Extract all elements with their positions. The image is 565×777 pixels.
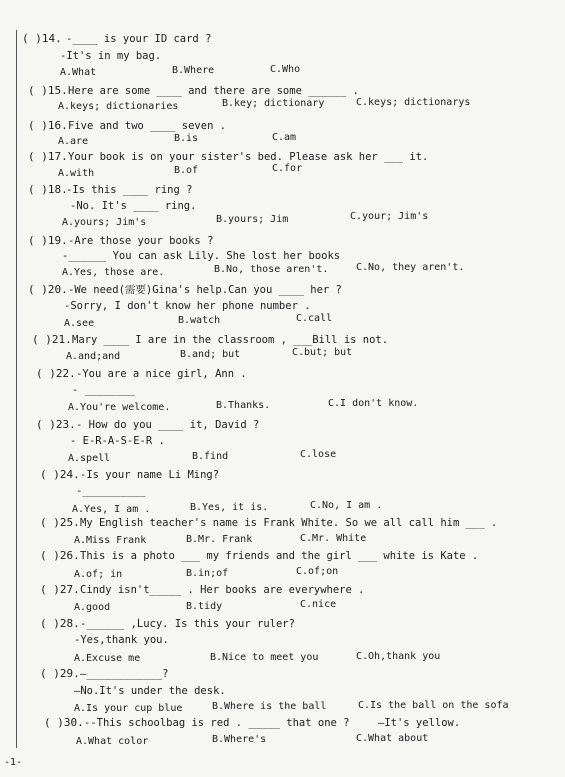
answer-paren[interactable]: ( )28. bbox=[40, 617, 80, 630]
option-b: B.Where bbox=[172, 65, 215, 76]
question-stem: My English teacher's name is Frank White. So we all call him ___ . bbox=[80, 517, 498, 529]
question-26 bbox=[0, 549, 565, 567]
option-b: B.of bbox=[174, 165, 199, 176]
option-a: A.Yes, those are. bbox=[62, 267, 165, 278]
dialogue-line: -Sorry, I don't know her phone number . bbox=[64, 300, 311, 312]
answer-paren[interactable]: ( )21. bbox=[32, 333, 72, 346]
option-b: B.Mr. Frank bbox=[186, 534, 253, 545]
answer-paren[interactable]: ( )17. bbox=[28, 150, 68, 163]
dialogue-line: - ________ bbox=[72, 384, 136, 396]
question-stem: This is a photo ___ my friends and the girl ___ white is Kate . bbox=[80, 550, 479, 562]
question-stem: -Is this ____ ring ? bbox=[66, 184, 193, 196]
binding-margin-line bbox=[16, 30, 17, 748]
option-b: B.yours; Jim bbox=[216, 214, 289, 225]
answer-paren[interactable]: ( )16. bbox=[28, 119, 68, 132]
answer-paren[interactable]: ( )30. bbox=[44, 716, 84, 729]
question-stem: Cindy isn't_____ . Her books are everywhere . bbox=[80, 584, 365, 596]
option-b: B.key; dictionary bbox=[222, 98, 325, 109]
answer-paren[interactable]: ( )25. bbox=[40, 516, 80, 529]
question-stem: - How do you ____ it, David ? bbox=[76, 419, 260, 431]
question-stem: —____________? bbox=[80, 668, 169, 680]
option-b: B.in;of bbox=[186, 568, 229, 579]
option-b: B.Where's bbox=[212, 734, 267, 745]
option-c: C.lose bbox=[300, 449, 337, 460]
option-a: A.are bbox=[58, 136, 89, 147]
question-stem: -______ ,Lucy. Is this your ruler? bbox=[80, 618, 295, 630]
option-c: C.call bbox=[296, 313, 333, 324]
answer-paren[interactable]: ( )24. bbox=[40, 468, 80, 481]
page-number: -1- bbox=[4, 757, 23, 768]
dialogue-line: -Yes,thank you. bbox=[74, 634, 169, 646]
question-27 bbox=[0, 583, 565, 601]
answer-paren[interactable]: ( )26. bbox=[40, 549, 80, 562]
question-14 bbox=[0, 32, 565, 50]
option-c: C.of;on bbox=[296, 566, 339, 577]
option-a: A.and;and bbox=[66, 351, 121, 362]
option-a: A.Excuse me bbox=[74, 653, 141, 664]
option-b: B.find bbox=[192, 451, 229, 462]
option-c: C.Is the ball on the sofa bbox=[358, 700, 509, 711]
option-a: A.yours; Jim's bbox=[62, 217, 147, 228]
question-stem: Here are some ____ and there are some ______ . bbox=[68, 85, 359, 97]
option-a: A.Yes, I am . bbox=[72, 504, 151, 515]
option-c: C.am bbox=[272, 132, 297, 143]
dialogue-line: -It's in my bag. bbox=[60, 50, 162, 62]
question-21 bbox=[0, 333, 565, 351]
question-stem: -You are a nice girl, Ann . bbox=[76, 368, 247, 380]
option-b: B.Where is the ball bbox=[212, 701, 327, 712]
answer-paren[interactable]: ( )15. bbox=[28, 84, 68, 97]
dialogue-line: -__________ bbox=[76, 485, 146, 497]
option-a: A.of; in bbox=[74, 569, 123, 580]
answer-paren[interactable]: ( )27. bbox=[40, 583, 80, 596]
option-b: B.Thanks. bbox=[216, 400, 271, 411]
option-a: A.Is your cup blue bbox=[74, 703, 183, 714]
option-c: C.No, they aren't. bbox=[356, 262, 465, 273]
option-b: B.watch bbox=[178, 315, 221, 326]
option-c: C.What about bbox=[356, 733, 429, 744]
option-c: C.your; Jim's bbox=[350, 211, 429, 222]
question-stem: Mary ____ I are in the classroom , ___Bill is not. bbox=[72, 334, 389, 346]
option-b: B.and; but bbox=[180, 349, 241, 360]
question-30 bbox=[0, 716, 565, 734]
question-stem: -Are those your books ? bbox=[68, 235, 214, 247]
dialogue-line: —It's yellow. bbox=[378, 717, 461, 729]
option-a: A.with bbox=[58, 168, 95, 179]
dialogue-line: —No.It's under the desk. bbox=[74, 685, 226, 697]
option-c: C.but; but bbox=[292, 347, 353, 358]
question-stem: --This schoolbag is red . _____ that one ? bbox=[84, 717, 350, 729]
question-stem: -____ is your ID card ? bbox=[66, 33, 212, 45]
option-b: B.Yes, it is. bbox=[190, 502, 269, 513]
option-c: C.nice bbox=[300, 599, 337, 610]
question-stem: -Is your name Li Ming? bbox=[80, 469, 220, 481]
option-c: C.Oh,thank you bbox=[356, 651, 441, 662]
option-c: C.for bbox=[272, 163, 303, 174]
option-a: A.What color bbox=[76, 736, 149, 747]
answer-paren[interactable]: ( )22. bbox=[36, 367, 76, 380]
answer-paren[interactable]: ( )20. bbox=[28, 283, 68, 296]
answer-paren[interactable]: ( )14. bbox=[22, 32, 62, 45]
answer-paren[interactable]: ( )29. bbox=[40, 667, 80, 680]
option-c: C.Mr. White bbox=[300, 533, 367, 544]
dialogue-line: -No. It's ____ ring. bbox=[70, 200, 197, 212]
question-stem: Five and two ____ seven . bbox=[68, 120, 227, 132]
option-b: B.tidy bbox=[186, 601, 223, 612]
option-a: A.Miss Frank bbox=[74, 535, 147, 546]
answer-paren[interactable]: ( )18. bbox=[28, 183, 68, 196]
question-stem: Your book is on your sister's bed. Please ask her ___ it. bbox=[68, 151, 429, 163]
option-b: B.No, those aren't. bbox=[214, 264, 329, 275]
option-a: A.You're welcome. bbox=[68, 402, 171, 413]
option-a: A.spell bbox=[68, 453, 111, 464]
question-29 bbox=[0, 667, 565, 685]
question-25 bbox=[0, 516, 565, 534]
option-a: A.keys; dictionaries bbox=[58, 101, 179, 112]
answer-paren[interactable]: ( )19. bbox=[28, 234, 68, 247]
dialogue-line: - E-R-A-S-E-R . bbox=[70, 435, 165, 447]
option-a: A.What bbox=[60, 67, 97, 78]
option-c: C.I don't know. bbox=[328, 398, 419, 409]
option-b: B.Nice to meet you bbox=[210, 652, 319, 663]
option-b: B.is bbox=[174, 133, 199, 144]
option-c: C.keys; dictionarys bbox=[356, 97, 471, 108]
question-stem: -We need(需要)Gina's help.Can you ____ her ? bbox=[68, 284, 342, 296]
option-a: A.see bbox=[64, 318, 95, 329]
dialogue-line: -______ You can ask Lily. She lost her books bbox=[62, 250, 341, 262]
answer-paren[interactable]: ( )23. bbox=[36, 418, 76, 431]
option-c: C.No, I am . bbox=[310, 500, 383, 511]
option-c: C.Who bbox=[270, 64, 301, 75]
option-a: A.good bbox=[74, 602, 111, 613]
